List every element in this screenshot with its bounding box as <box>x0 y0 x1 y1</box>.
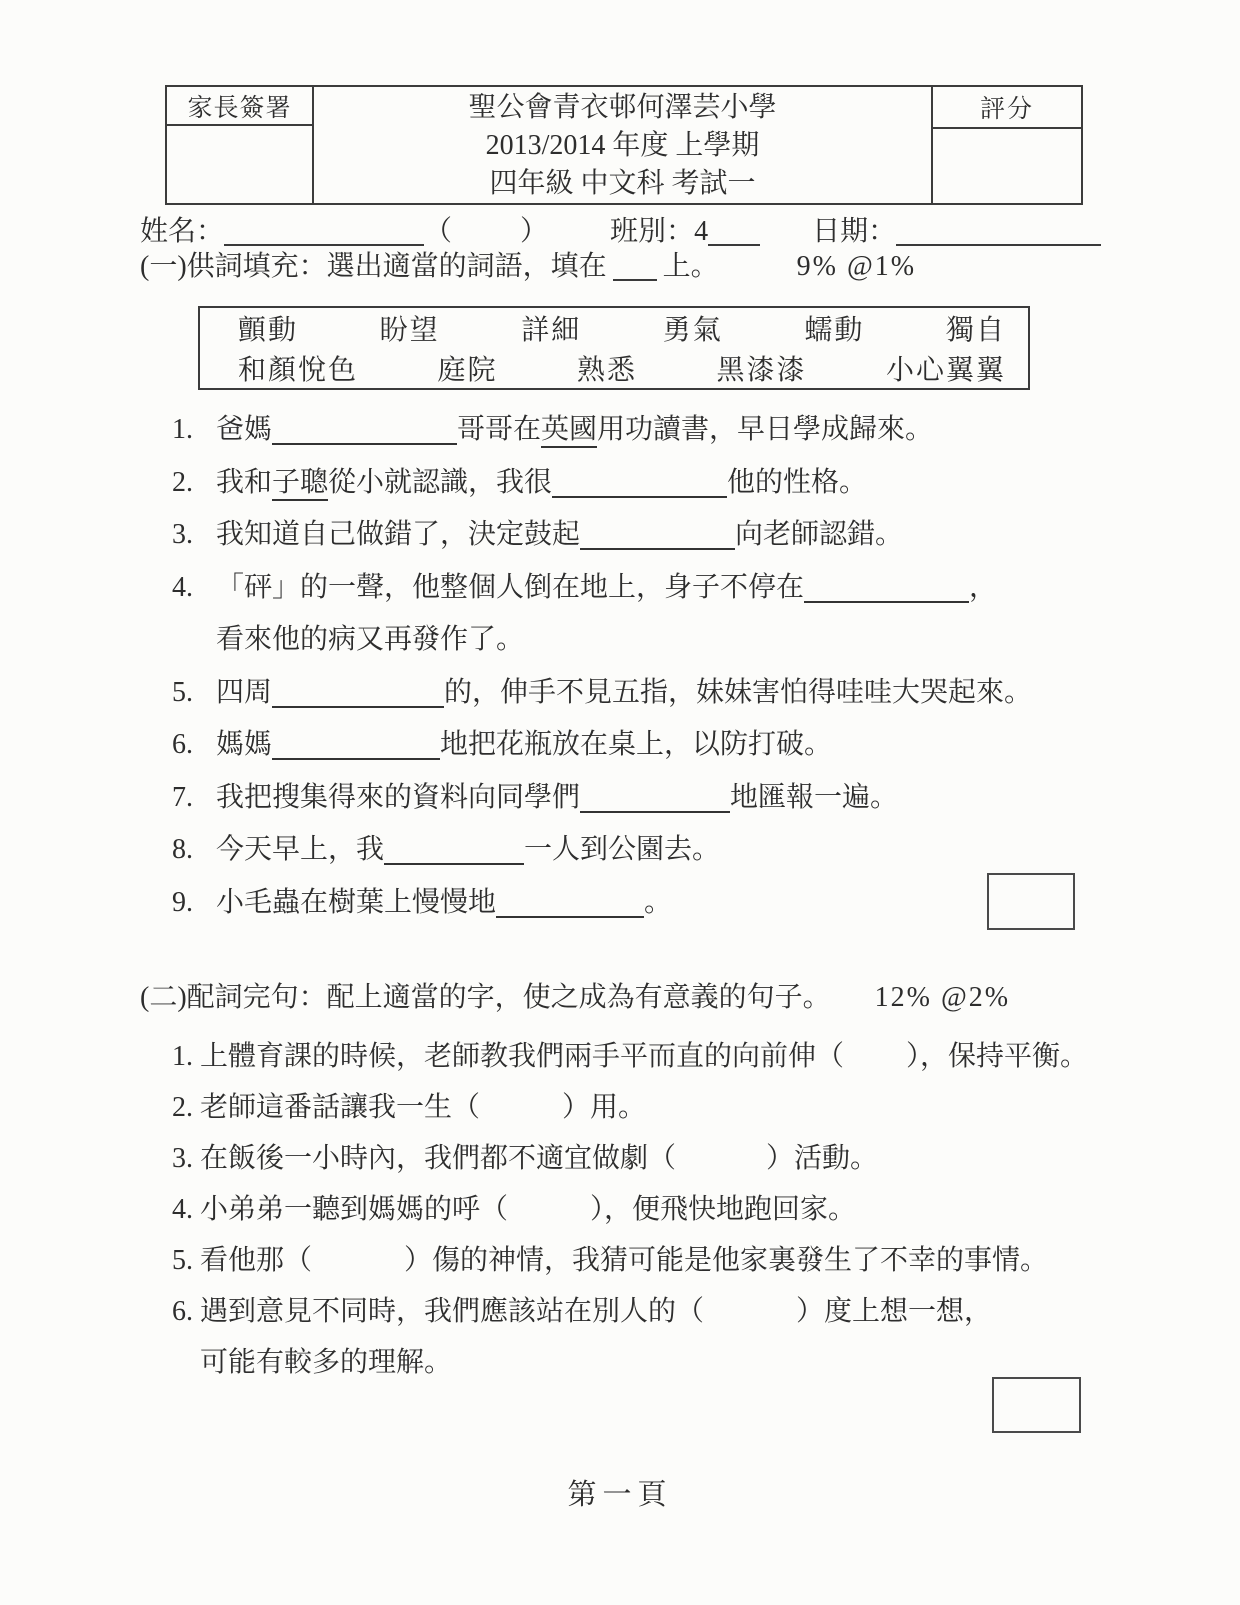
question-text: 我知道自己做錯了，決定鼓起 <box>216 519 581 550</box>
section1-score-box <box>987 873 1075 930</box>
question-text: 我和 <box>216 466 273 498</box>
question-text: 上體育課的時候，老師教我們兩手平而直的向前伸（ <box>200 1041 845 1072</box>
name-blank <box>224 216 424 246</box>
question-number: 2. <box>172 1092 193 1123</box>
section2-questions <box>172 1031 1232 1388</box>
spacer <box>548 212 610 240</box>
question-text: 爸媽 <box>216 414 273 445</box>
proper-noun-underlined: 英國 <box>541 414 597 448</box>
parent-signature-cell <box>167 87 314 203</box>
answer-blank <box>580 520 735 550</box>
word-bank-row <box>200 308 1028 348</box>
word-bank-word: 庭院 <box>437 355 498 386</box>
question-text: 可能有較多的理解。 <box>200 1347 453 1378</box>
answer-blank <box>804 573 969 603</box>
word-bank-box <box>198 306 1030 390</box>
class-value: 4 <box>694 216 709 247</box>
question-text: 小弟弟一聽到媽媽的呼（ <box>200 1194 509 1225</box>
name-label: 姓名： <box>140 216 225 247</box>
question-number: 3. <box>172 519 193 550</box>
question-text: 媽媽 <box>216 729 273 760</box>
class-label: 班別： <box>610 216 695 247</box>
question-number: 4. <box>172 571 193 603</box>
question-line <box>172 1235 1232 1286</box>
question-text: 在飯後一小時內，我們都不適宜做劇（ <box>200 1143 677 1174</box>
question-number: 2. <box>172 466 193 498</box>
date-blank <box>896 216 1101 246</box>
section1-questions <box>172 404 1212 929</box>
word-bank-word: 小心翼翼 <box>885 355 1006 386</box>
question-number: 1. <box>172 414 193 445</box>
question-text: 四周 <box>216 676 273 708</box>
question-text: 「砰」的一聲，他整個人倒在地上，身子不停在 <box>216 571 805 603</box>
word-bank-word: 勇氣 <box>662 315 723 346</box>
question-text: 哥哥在 <box>457 414 542 445</box>
spacer <box>760 212 812 240</box>
question-line <box>172 772 1212 825</box>
question-text: 地把花瓶放在桌上，以防打破。 <box>440 729 833 760</box>
question-number: 8. <box>172 834 193 865</box>
section1-heading <box>140 249 916 285</box>
question-text: 從小就認識，我很 <box>328 466 553 498</box>
question-line <box>172 614 1212 667</box>
word-bank-word: 獨自 <box>945 315 1006 346</box>
class-blank <box>708 216 760 246</box>
heading-blank <box>613 251 657 281</box>
score-area <box>933 129 1081 203</box>
word-bank-word: 顫動 <box>238 315 299 346</box>
question-number: 5. <box>172 676 193 708</box>
section2-title: (二)配詞完句：配上適當的字，使之成為有意義的句子。 <box>140 982 831 1013</box>
section1-title-post: 上。 <box>662 251 719 282</box>
question-number: 4. <box>172 1194 193 1225</box>
question-line <box>172 1031 1232 1082</box>
proper-noun-underlined: 子聰 <box>272 467 328 501</box>
question-line <box>172 562 1212 615</box>
question-number: 3. <box>172 1143 193 1174</box>
year-term: 2013/2014 年度 上學期 <box>485 130 760 161</box>
exam-title: 四年級 中文科 考試一 <box>489 168 756 199</box>
question-number: 1. <box>172 1041 193 1072</box>
question-text: 老師這番話讓我一生（ <box>200 1092 481 1123</box>
score-label: 評分 <box>933 87 1081 129</box>
question-number: 6. <box>172 1296 193 1327</box>
section2-heading <box>140 980 1010 1016</box>
question-text: 我把搜集得來的資料向同學們 <box>216 781 581 813</box>
student-info-line <box>140 212 1220 249</box>
question-text: 小毛蟲在樹葉上慢慢地 <box>216 886 497 918</box>
score-cell <box>931 87 1081 203</box>
answer-paren-gap <box>676 1139 766 1167</box>
parent-signature-label: 家長簽署 <box>167 87 312 126</box>
question-text: 看他那（ <box>200 1245 313 1276</box>
parent-signature-area <box>167 126 312 203</box>
word-bank-word: 黑漆漆 <box>716 355 807 386</box>
question-line <box>172 509 1212 562</box>
question-number: 5. <box>172 1245 193 1276</box>
question-text: 地匯報一遍。 <box>730 781 899 813</box>
question-text: 他的性格。 <box>727 466 868 498</box>
question-line <box>172 457 1212 510</box>
question-line <box>172 1184 1232 1235</box>
answer-blank <box>496 888 644 918</box>
answer-blank <box>552 468 727 498</box>
question-text: 遇到意見不同時，我們應該站在別人的（ <box>200 1296 705 1327</box>
answer-blank <box>580 783 730 813</box>
word-bank-word: 盼望 <box>379 315 440 346</box>
question-text: 今天早上，我 <box>216 834 385 865</box>
section1-marks: 9% @1% <box>796 251 917 282</box>
question-text: 向老師認錯。 <box>735 519 904 550</box>
question-line <box>172 404 1212 457</box>
school-name: 聖公會青衣邨何澤芸小學 <box>468 92 777 123</box>
question-line <box>172 1082 1232 1133</box>
answer-blank <box>272 415 457 445</box>
question-text: ），保持平衡。 <box>906 1041 1089 1072</box>
school-title-cell <box>314 87 931 203</box>
word-bank-word: 熟悉 <box>576 355 637 386</box>
date-label: 日期： <box>812 216 897 247</box>
class-number-gap <box>452 212 520 240</box>
question-line <box>172 824 1212 877</box>
page-number: 第一頁 <box>567 1479 673 1511</box>
question-line <box>172 1133 1232 1184</box>
answer-paren-gap <box>704 1292 796 1320</box>
question-text: 的，伸手不見五指，妹妹害怕得哇哇大哭起來。 <box>444 676 1033 708</box>
question-text: 看來他的病又再發作了。 <box>216 624 525 655</box>
section2-marks: 12% @2% <box>874 982 1011 1013</box>
word-bank-word: 詳細 <box>521 315 582 346</box>
answer-paren-gap <box>508 1190 590 1218</box>
question-text: 。 <box>644 886 673 918</box>
question-text: 一人到公園去。 <box>524 834 721 865</box>
question-text: ）度上想一想， <box>796 1296 993 1327</box>
answer-paren-gap <box>844 1037 906 1065</box>
question-number: 6. <box>172 729 193 760</box>
question-line <box>172 1286 1232 1337</box>
answer-blank <box>384 835 524 865</box>
question-line <box>172 667 1212 720</box>
question-text: ）活動。 <box>766 1143 879 1174</box>
answer-blank <box>272 730 440 760</box>
question-text: ）用。 <box>562 1092 647 1123</box>
word-bank-row <box>200 348 1028 388</box>
word-bank-word: 蠕動 <box>804 315 865 346</box>
question-number: 7. <box>172 781 193 813</box>
question-text: ），便飛快地跑回家。 <box>590 1194 857 1225</box>
header-table <box>165 85 1083 205</box>
answer-paren-gap <box>312 1241 404 1269</box>
word-bank-word: 和顏悅色 <box>238 355 359 386</box>
question-text: 用功讀書，早日學成歸來。 <box>597 414 934 445</box>
answer-paren-gap <box>480 1088 562 1116</box>
section2-score-box <box>992 1377 1081 1433</box>
paren-open: （ <box>424 216 453 247</box>
question-number: 9. <box>172 886 193 918</box>
question-text: ， <box>969 571 998 603</box>
question-text: ）傷的神情，我猜可能是他家裏發生了不幸的事情。 <box>404 1245 1049 1276</box>
answer-blank <box>272 678 444 708</box>
paren-close: ） <box>520 216 549 247</box>
section1-title-pre: (一)供詞填充：選出適當的詞語，填在 <box>140 251 607 282</box>
question-line <box>172 719 1212 772</box>
